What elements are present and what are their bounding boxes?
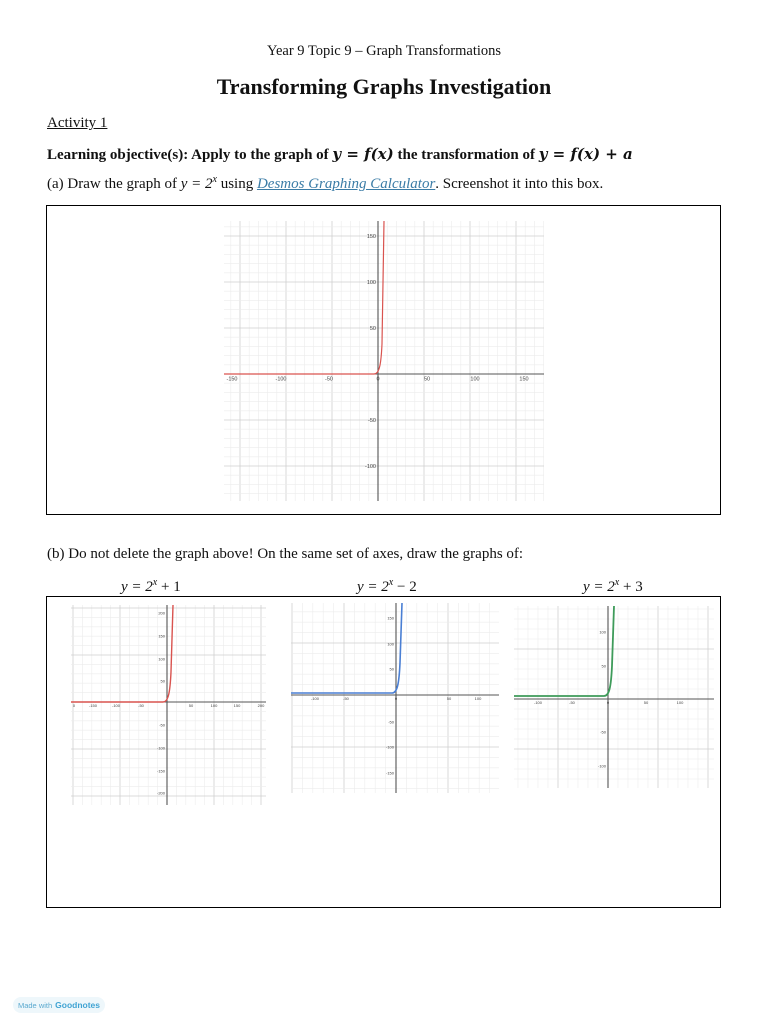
main-graph-x-tick-label: -150 <box>226 376 238 383</box>
part-a-exponent: x <box>212 174 217 185</box>
graph-2-x-tick-label: -50 <box>343 696 349 701</box>
main-graph-y-tick-label: -100 <box>364 463 376 470</box>
answer-box-a <box>46 205 721 515</box>
graph-1-x-tick-label: 50 <box>188 703 194 708</box>
graph-2-x-tick-label: -100 <box>310 696 320 701</box>
equation-1 <box>121 577 181 596</box>
graph-2-y-tick-label: -50 <box>388 719 394 725</box>
badge-brand: Goodnotes <box>55 1000 101 1010</box>
equation-2-rest: − 2 <box>393 579 417 595</box>
graph-1-y-tick-label: 150 <box>158 633 165 639</box>
equation-3-base: y = 2 <box>583 579 615 595</box>
part-a-equation: y = 2 <box>180 176 213 192</box>
graph-1-x-tick-label: 150 <box>233 703 241 708</box>
graph-screenshot-2 <box>291 603 499 793</box>
graph-1-y-tick-label: 50 <box>160 678 165 684</box>
document-subtitle: Year 9 Topic 9 – Graph Transformations <box>266 43 502 59</box>
graph-screenshot-3 <box>514 606 714 788</box>
graph-1-y-tick-label: -150 <box>156 768 165 774</box>
graph-2-x-tick-label: 0 <box>394 696 398 701</box>
objective-prefix: Learning objective(s): Apply to the graph of <box>47 147 333 163</box>
graph-2-x-tick-label: 100 <box>474 696 482 701</box>
graph-1-x-tick-label: 200 <box>257 703 265 708</box>
graph-3-grid <box>514 606 714 788</box>
part-a-using: using <box>216 176 257 192</box>
main-graph-x-tick-label: -100 <box>275 376 287 383</box>
equation-3-rest: + 3 <box>619 579 643 595</box>
graph-1-y-tick-label: -50 <box>159 722 165 728</box>
graph-3-x-tick-label: 0 <box>606 700 610 705</box>
objective-equation-1: y = f(x) <box>332 145 394 163</box>
equation-2 <box>357 577 417 596</box>
document-title: Transforming Graphs Investigation <box>216 74 552 99</box>
graph-3-y-tick-label: 100 <box>599 629 606 635</box>
main-graph-y-tick-label: -50 <box>368 417 376 424</box>
main-graph-x-tick-label: 100 <box>470 376 480 383</box>
graph-1-y-tick-label: -100 <box>156 745 165 751</box>
main-graph-curve <box>224 221 384 374</box>
objective-middle: the transformation of <box>393 147 539 163</box>
graph-2-y-tick-label: 100 <box>387 641 394 647</box>
graph-2-y-tick-label: -100 <box>385 744 394 750</box>
main-graph-x-tick-label: 0 <box>376 376 380 383</box>
graph-2-x-tick-label: 50 <box>446 696 452 701</box>
graph-1-y-tick-label: -200 <box>156 790 165 796</box>
main-graph-y-tick-label: 100 <box>366 279 376 286</box>
objective-equation-2: y = f(x) + a <box>538 145 633 163</box>
main-graph-x-tick-label: 50 <box>423 376 431 383</box>
graph-2-y-tick-label: 150 <box>387 615 394 621</box>
main-graph-grid <box>224 221 544 501</box>
graph-2-y-tick-label: -150 <box>385 770 394 776</box>
equation-2-base: y = 2 <box>357 579 389 595</box>
learning-objective <box>47 145 633 164</box>
graph-2-y-tick-label: 50 <box>389 666 394 672</box>
equation-3-exponent: x <box>614 577 620 588</box>
part-b-instruction: (b) Do not delete the graph above! On the same set of axes, draw the graphs of: <box>47 546 524 562</box>
graph-3-x-tick-label: 50 <box>643 700 649 705</box>
equation-1-base: y = 2 <box>121 579 153 595</box>
main-graph-x-tick-label: 150 <box>519 376 529 383</box>
answer-box-b <box>46 596 721 908</box>
equation-2-exponent: x <box>388 577 394 588</box>
equation-3 <box>583 577 643 596</box>
graph-3-x-tick-label: -50 <box>569 700 575 705</box>
graph-1-x-tick-label: -100 <box>111 703 121 708</box>
graph-3-y-tick-label: -100 <box>597 763 606 769</box>
graph-3-y-tick-label: 50 <box>601 663 606 669</box>
graph-1-y-tick-label: 200 <box>158 610 165 616</box>
desmos-link[interactable]: Desmos Graphing Calculator <box>256 176 436 192</box>
main-graph-y-tick-label: 150 <box>366 233 376 240</box>
goodnotes-badge[interactable] <box>13 997 105 1013</box>
main-graph-x-tick-label: -50 <box>325 376 333 383</box>
graph-3-curve <box>514 606 614 696</box>
main-graph-screenshot <box>224 221 544 501</box>
graph-1-x-tick-label: -150 <box>88 703 98 708</box>
graph-3-y-tick-label: -50 <box>600 729 606 735</box>
main-graph-y-tick-label: 50 <box>369 325 376 332</box>
graph-1-x-tick-label: 0 <box>72 703 76 708</box>
equation-1-exponent: x <box>152 577 158 588</box>
graph-1-x-tick-label: -50 <box>138 703 144 708</box>
graph-1-x-tick-label: 100 <box>210 703 218 708</box>
equation-1-rest: + 1 <box>157 579 181 595</box>
graph-1-y-tick-label: 100 <box>158 656 165 662</box>
part-a-instruction <box>47 174 603 193</box>
graph-3-x-tick-label: -100 <box>533 700 543 705</box>
badge-made-with: Made with <box>17 1000 53 1010</box>
part-a-prefix: (a) Draw the graph of <box>47 176 181 192</box>
part-a-suffix: . Screenshot it into this box. <box>435 176 604 192</box>
activity-heading: Activity 1 <box>47 115 108 131</box>
graph-screenshot-1 <box>71 605 266 805</box>
graph-3-x-tick-label: 100 <box>676 700 684 705</box>
